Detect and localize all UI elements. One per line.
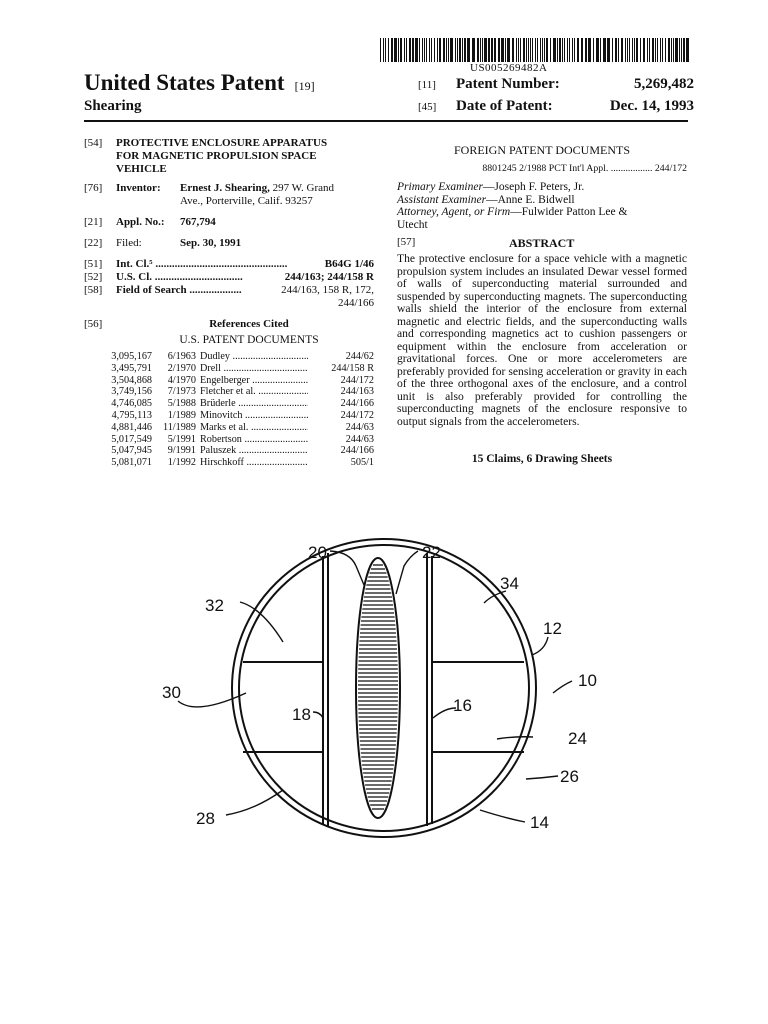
reference-number: 3,504,868 <box>111 374 152 386</box>
inventor-code: [76] <box>84 182 103 194</box>
primary-examiner-label: Primary Examiner <box>397 181 483 193</box>
reference-name: Minovitch ..... <box>200 410 308 422</box>
uscl-label: U.S. Cl. ................................ <box>116 271 243 283</box>
document-number: US005269482A <box>470 62 548 74</box>
reference-row <box>104 351 374 363</box>
reference-class: 244/158 R <box>308 363 374 375</box>
label-18: 18 <box>292 705 311 724</box>
abstract-heading-row <box>397 236 687 248</box>
patent-title-heading <box>84 70 315 96</box>
reference-date: 9/1991 <box>167 445 196 457</box>
label-30: 30 <box>162 683 181 702</box>
title-code: [19] <box>294 79 315 93</box>
intcl-value: B64G 1/46 <box>324 258 374 270</box>
reference-row <box>104 445 374 457</box>
inner-enclosure <box>239 545 529 831</box>
filed-code: [22] <box>84 237 103 249</box>
reference-row <box>104 398 374 410</box>
search-code: [58] <box>84 284 103 296</box>
abstract-text: The protective enclosure for a space vehicle with a magnetic propulsion system includes an insulated Dewar vessel formed of walls of superconducting material surrounded and suspended by superconducting magnets. The superconducting walls shield the interior of the enclosure from external magnetic and electric fields, and the superconducting walls and corresponding magnetics act to cushion passengers or equipment within the enclosure from acceleration or gravitational forces. One or more accelerometers are preferably provided for sensing acceleration or gravity in each of the three orthogonal axes of the enclosure, and a control unit is also preferably provided for controlling the superconducting magnets of the enclosure responsive to output signals from the accelerometers. <box>397 252 687 428</box>
reference-row <box>104 457 374 469</box>
abstract-heading: ABSTRACT <box>509 236 575 250</box>
filed-date: Sep. 30, 1991 <box>180 237 242 249</box>
us-patent-references <box>104 351 374 469</box>
refs-heading: References Cited <box>209 318 289 330</box>
reference-number: 3,495,791 <box>111 362 152 374</box>
reference-class: 244/63 <box>308 434 374 446</box>
refs-code: [56] <box>84 318 103 330</box>
reference-date: 5/1988 <box>167 398 196 410</box>
inventor-label: Inventor: <box>116 182 161 194</box>
patent-number-row <box>418 76 694 93</box>
reference-number: 4,795,113 <box>111 409 152 421</box>
claims-summary: 15 Claims, 6 Drawing Sheets <box>471 453 613 465</box>
appl-label: Appl. No.: <box>116 216 165 228</box>
reference-name: Hirschkoff ..... <box>200 457 308 469</box>
examiner-block <box>397 181 687 231</box>
reference-class: 505/1 <box>308 457 374 469</box>
outer-enclosure <box>232 539 536 837</box>
attorney-label: Attorney, Agent, or Firm <box>397 206 511 218</box>
reference-name: Marks et al. ..... <box>200 422 308 434</box>
reference-date: 4/1970 <box>167 374 196 386</box>
label-28: 28 <box>196 809 215 828</box>
attorney: —Fulwider Patton Lee & <box>510 206 628 218</box>
uscl-value: 244/163; 244/158 R <box>284 271 374 283</box>
reference-number: 4,881,446 <box>111 421 152 433</box>
reference-class: 244/62 <box>308 351 374 363</box>
reference-class: 244/63 <box>308 422 374 434</box>
reference-date: 5/1991 <box>167 433 196 445</box>
patent-drawing <box>150 525 620 855</box>
patent-number-label: Patent Number: <box>456 76 560 92</box>
reference-class: 244/172 <box>308 375 374 387</box>
reference-number: 3,095,167 <box>111 351 152 362</box>
intcl-label: Int. Cl.⁵ ................................................ <box>116 258 288 270</box>
reference-name: Fletcher et al. ..... <box>200 386 308 398</box>
reference-date: 11/1989 <box>162 421 196 433</box>
reference-date: 6/1963 <box>167 351 196 362</box>
us-docs-heading: U.S. PATENT DOCUMENTS <box>179 334 319 346</box>
uscl-code: [52] <box>84 271 103 283</box>
invention-title-line2: FOR MAGNETIC PROPULSION SPACE <box>116 150 317 162</box>
patent-date: Dec. 14, 1993 <box>609 98 694 114</box>
search-value-2: 244/166 <box>337 297 374 309</box>
date-label: Date of Patent: <box>456 98 553 114</box>
abstract-code: [57] <box>397 236 416 248</box>
title-text: United States Patent <box>84 70 285 95</box>
attorney-2: Utecht <box>397 218 428 231</box>
reference-row <box>104 363 374 375</box>
reference-date: 1/1989 <box>167 409 196 421</box>
patent-number-code: [11] <box>418 79 436 91</box>
label-10: 10 <box>578 671 597 690</box>
reference-number: 5,081,071 <box>111 457 152 469</box>
label-34: 34 <box>500 574 519 593</box>
label-14: 14 <box>530 813 549 832</box>
search-label: Field of Search ................... <box>116 284 242 296</box>
reference-name: Engelberger ..... <box>200 375 308 387</box>
foreign-doc-entry: 8801245 2/1988 PCT Int'l Appl. ................. 244/172 <box>482 163 687 174</box>
inventor-address-2: Ave., Porterville, Calif. 93257 <box>180 195 313 207</box>
reference-row <box>104 375 374 387</box>
label-16: 16 <box>453 696 472 715</box>
reference-row <box>104 386 374 398</box>
reference-name: Robertson ..... <box>200 434 308 446</box>
label-20: 20 <box>308 543 327 562</box>
reference-name: Drell ..... <box>200 363 308 375</box>
reference-name: Dudley ..... <box>200 351 308 363</box>
reference-class: 244/163 <box>308 386 374 398</box>
reference-name: Brüderle ..... <box>200 398 308 410</box>
appl-number: 767,794 <box>180 216 216 228</box>
inventor-name: Ernest J. Shearing, <box>180 182 270 194</box>
reference-class: 244/166 <box>308 398 374 410</box>
invention-title-line3: VEHICLE <box>116 163 167 175</box>
reference-class: 244/172 <box>308 410 374 422</box>
search-value-1: 244/163, 158 R, 172, <box>281 284 374 296</box>
reference-date: 1/1992 <box>167 457 196 469</box>
primary-examiner: —Joseph F. Peters, Jr. <box>482 181 585 193</box>
label-24: 24 <box>568 729 587 748</box>
patent-number: 5,269,482 <box>634 76 694 92</box>
reference-number: 5,017,549 <box>111 433 152 445</box>
foreign-docs-heading: FOREIGN PATENT DOCUMENTS <box>453 143 631 157</box>
reference-number: 3,749,156 <box>111 386 152 398</box>
title-field-code: [54] <box>84 137 103 149</box>
reference-date: 7/1973 <box>167 386 196 398</box>
inventor-surname: Shearing <box>84 98 142 114</box>
label-32: 32 <box>205 596 224 615</box>
barcode <box>380 38 690 62</box>
header-rule <box>84 120 688 122</box>
assistant-examiner: —Anne E. Bidwell <box>486 193 575 206</box>
date-code: [45] <box>418 101 437 113</box>
appl-code: [21] <box>84 216 103 228</box>
reference-row <box>104 422 374 434</box>
reference-date: 2/1970 <box>167 362 196 374</box>
assistant-examiner-label: Assistant Examiner <box>397 193 487 206</box>
invention-title-line1: PROTECTIVE ENCLOSURE APPARATUS <box>116 137 328 149</box>
label-26: 26 <box>560 767 579 786</box>
label-12: 12 <box>543 619 562 638</box>
reference-number: 5,047,945 <box>111 445 152 457</box>
filed-label: Filed: <box>116 237 142 249</box>
date-row <box>418 98 694 115</box>
reference-row <box>104 434 374 446</box>
reference-name: Paluszek ..... <box>200 445 308 457</box>
intcl-code: [51] <box>84 258 103 270</box>
inventor-address-1: 297 W. Grand <box>269 182 335 194</box>
reference-row <box>104 410 374 422</box>
reference-number: 4,746,085 <box>111 398 152 410</box>
label-22: 22 <box>422 543 441 562</box>
reference-class: 244/166 <box>308 445 374 457</box>
